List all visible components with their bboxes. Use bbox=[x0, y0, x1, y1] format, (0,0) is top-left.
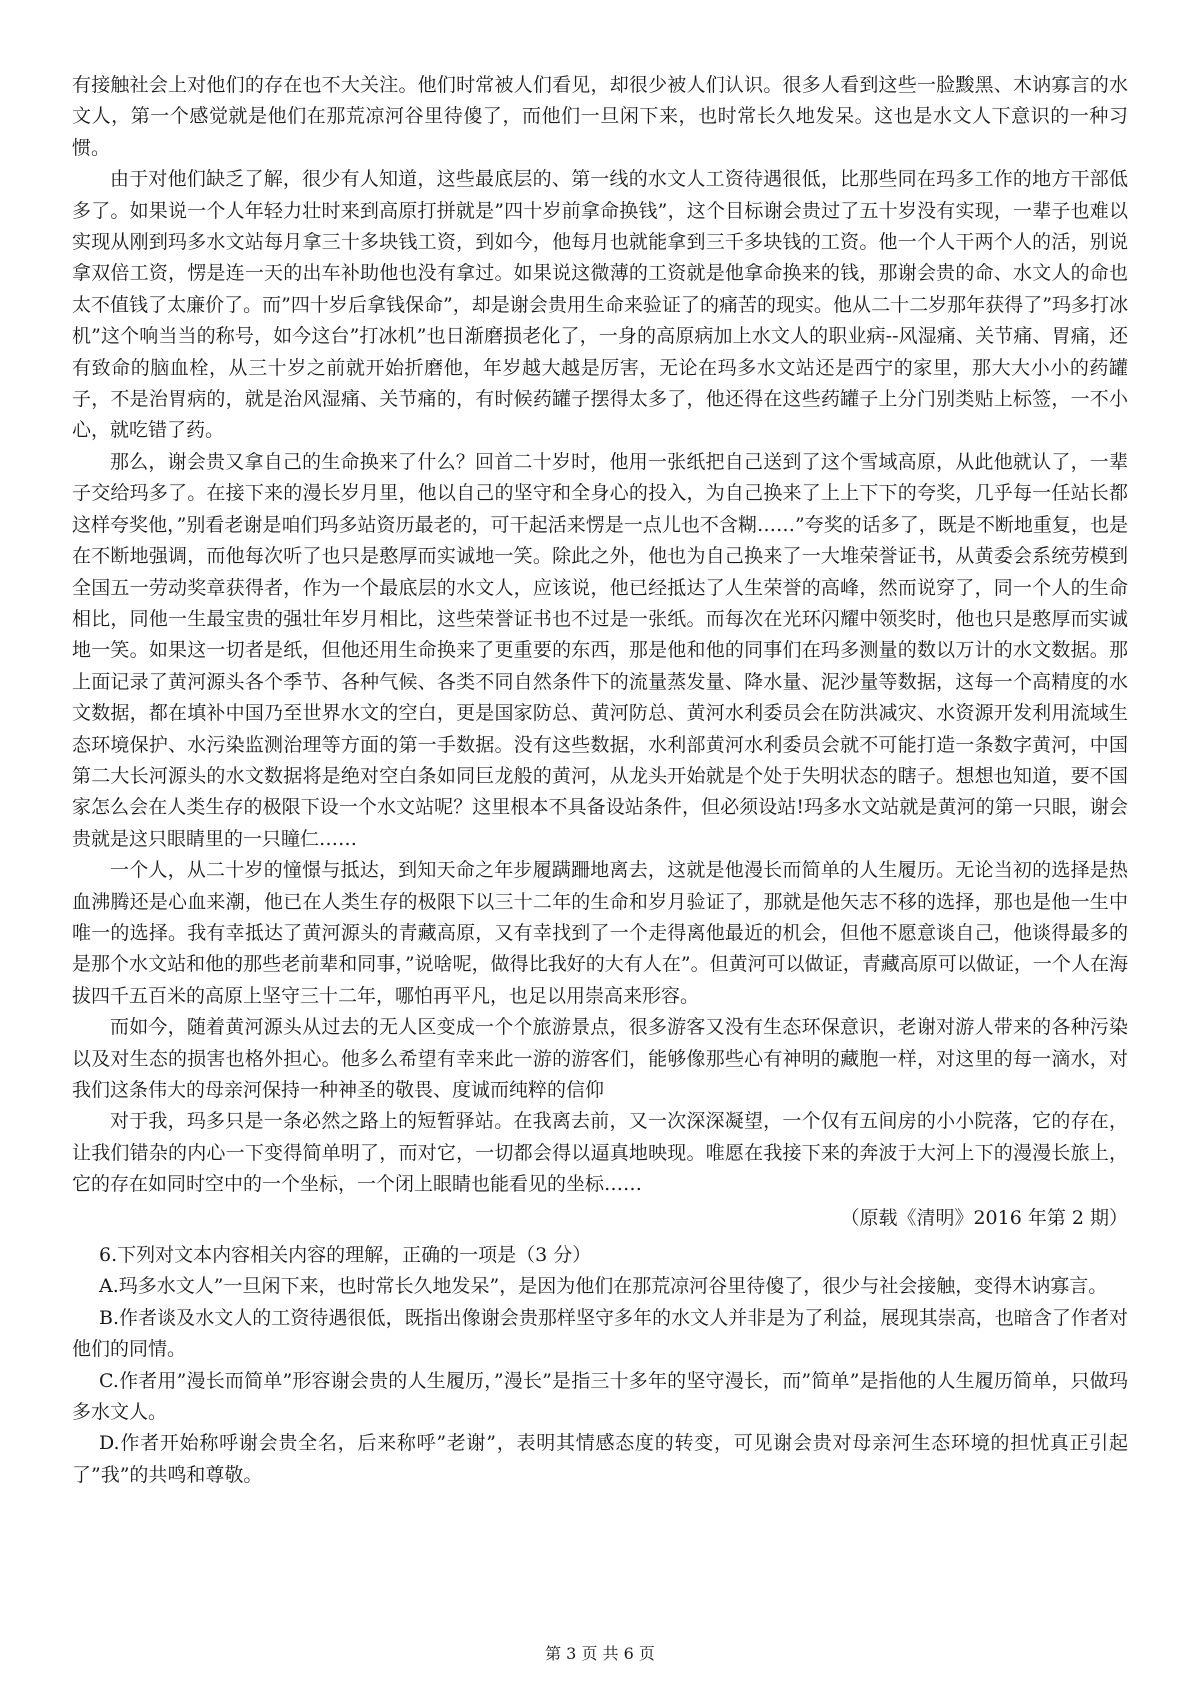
question-option-a: A.玛多水文人”一旦闲下来，也时常长久地发呆”，是因为他们在那荒凉河谷里待傻了，很少与社会接触，变得木讷寡言。 bbox=[99, 1275, 1108, 1298]
article-body bbox=[72, 70, 1128, 1201]
question-stem: 6.下列对文本内容相关内容的理解，正确的一项是（3 分） bbox=[99, 1244, 592, 1267]
article-paragraph: 由于对他们缺乏了解，很少有人知道，这些最底层的、第一线的水文人工资待遇很低，比那些同在玛多工作的地方干部低多了。如果说一个人年轻力壮时来到高原打拼就是”四十岁前拿命换钱”，这个目标谢会贵过了五十岁没有实现，一辈子也难以实现从刚到玛多水文站每月拿三十多块钱工资，到如今，他每月也就能拿到三千多块钱的工资。他一个人干两个人的活，别说拿双倍工资，愣是连一天的出车补助他也没有拿过。如果说这微薄的工资就是他拿命换来的钱，那谢会贵的命、水文人的命也太不值钱了太廉价了。而”四十岁后拿钱保命”，却是谢会贵用生命来验证了的痛苦的现实。他从二十二岁那年获得了”玛多打冰机”这个响当当的称号，如今这台”打冰机”也日渐磨损老化了，一身的高原病加上水文人的职业病--风湿痛、关节痛、胃痛，还有致命的脑血栓，从三十岁之前就开始折磨他，年岁越大越是厉害，无论在玛多水文站还是西宁的家里，那大大小小的药罐子，不是治胃病的，就是治风湿痛、关节痛的，有时候药罐子摆得太多了，他还得在这些药罐子上分门别类贴上标签，一不小心，就吃错了药。 bbox=[72, 168, 1128, 442]
question-option-c: C.作者用”漫长而简单”形容谢会贵的人生履历，”漫长”是指三十多年的坚守漫长，而”简单”是指他的人生履历简单，只做玛多水文人。 bbox=[72, 1369, 1128, 1424]
article-source: （原载《清明》2016 年第 2 期） bbox=[840, 1206, 1128, 1229]
article-paragraph: 那么，谢会贵又拿自己的生命换来了什么？回首二十岁时，他用一张纸把自己送到了这个雪域高原，从此他就认了，一辈子交给玛多了。在接下来的漫长岁月里，他以自己的坚守和全身心的投入，为自己换来了上上下下的夸奖，几乎每一任站长都这样夸奖他，”别看老谢是咱们玛多站资历最老的，可干起活来愣是一点儿也不含糊……”夸奖的话多了，既是不断地重复，也是在不断地强调，而他每次听了也只是憨厚而实诚地一笑。除此之外，他也为自己换来了一大堆荣誉证书，从黄委会系统劳模到全国五一劳动奖章获得者，作为一个最底层的水文人，应该说，他已经抵达了人生荣誉的高峰，然而说穿了，同一个人的生命相比，同他一生最宝贵的强壮年岁月相比，这些荣誉证书也不过是一张纸。而每次在光环闪耀中领奖时，他也只是憨厚而实诚地一笑。如果这一切者是纸，但他还用生命换来了更重要的东西，那是他和他的同事们在玛多测量的数以万计的水文数据。那上面记录了黄河源头各个季节、各种气候、各类不同自然条件下的流量蒸发量、降水量、泥沙量等数据，这每一个高精度的水文数据，都在填补中国乃至世界水文的空白，更是国家防总、黄河防总、黄河水利委员会在防洪减灾、水资源开发利用流域生态环境保护、水污染监测治理等方面的第一手数据。没有这些数据，水利部黄河水利委员会就不可能打造一条数字黄河，中国第二大长河源头的水文数据将是绝对空白条如同巨龙般的黄河，从龙头开始就是个处于失明状态的瞎子。想想也知道，要不国家怎么会在人类生存的极限下设一个水文站呢？这里根本不具备设站条件，但必须设站!玛多水文站就是黄河的第一只眼，谢会贵就是这只眼睛里的一只瞳仁…… bbox=[72, 450, 1128, 850]
question-6 bbox=[72, 1240, 1128, 1491]
article-paragraph: 有接触社会上对他们的存在也不大关注。他们时常被人们看见，却很少被人们认识。很多人看到这些一脸黢黑、木讷寡言的水文人，第一个感觉就是他们在那荒凉河谷里待傻了，而他们一旦闲下来，也时常长久地发呆。这也是水文人下意识的一种习惯。 bbox=[72, 74, 1128, 159]
article-paragraph: 一个人，从二十岁的憧憬与抵达，到知天命之年步履蹒跚地离去，这就是他漫长而简单的人生履历。无论当初的选择是热血沸腾还是心血来潮，他已在人类生存的极限下以三十二年的生命和岁月验证了，那就是他矢志不移的选择，那也是他一生中唯一的选择。我有幸抵达了黄河源头的青藏高原，又有幸找到了一个走得离他最近的机会，但他不愿意谈自己，他谈得最多的是那个水文站和他的那些老前辈和同事，”说啥呢，做得比我好的大有人在”。但黄河可以做证，青藏高原可以做证，一个人在海拔四千五百米的高原上坚守三十二年，哪怕再平凡，也足以用崇高来形容。 bbox=[72, 859, 1128, 1007]
article-paragraph: 而如今，随着黄河源头从过去的无人区变成一个个旅游景点，很多游客又没有生态环保意识，老谢对游人带来的各种污染以及对生态的损害也格外担心。他多么希望有幸来此一游的游客们，能够像那些心有神明的藏胞一样，对这里的每一滴水，对我们这条伟大的母亲河保持一种神圣的敬畏、度诚而纯粹的信仰 bbox=[72, 1016, 1128, 1101]
page-number: 第 3 页 共 6 页 bbox=[545, 1644, 655, 1663]
question-option-d: D.作者开始称呼谢会贵全名，后来称呼”老谢”，表明其情感态度的转变，可见谢会贵对母亲河生态环境的担忧真正引起了”我”的共鸣和尊敬。 bbox=[72, 1432, 1128, 1486]
article-paragraph: 对于我，玛多只是一条必然之路上的短暂驿站。在我离去前，又一次深深凝望，一个仅有五间房的小小院落，它的存在，让我们错杂的内心一下变得简单明了，而对它，一切都会得以逼真地映现。唯愿在我接下来的奔波于大河上下的漫漫长旅上，它的存在如同时空中的一个坐标，一个闭上眼睛也能看见的坐标…… bbox=[72, 1110, 1128, 1196]
question-option-b: B.作者谈及水文人的工资待遇很低，既指出像谢会贵那样坚守多年的水文人并非是为了利益，展现其崇高，也暗含了作者对他们的同情。 bbox=[72, 1306, 1128, 1361]
